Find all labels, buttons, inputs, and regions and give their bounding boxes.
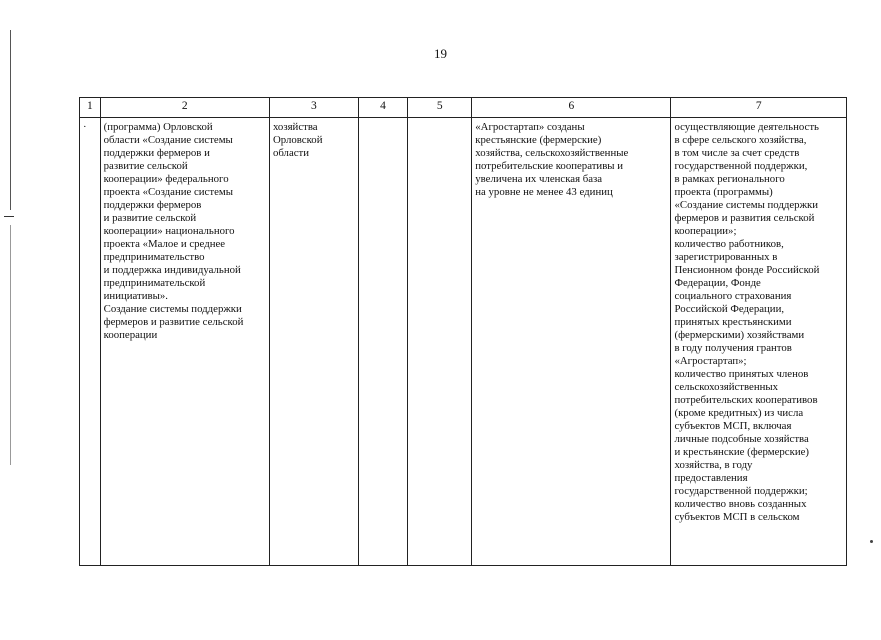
cell-col1-text: ·: [83, 121, 87, 133]
cell-col7: [671, 118, 847, 566]
cell-col1: [80, 118, 101, 566]
cell-col2: [100, 118, 269, 566]
column-header-1: 1: [80, 98, 101, 118]
cell-col3-text: хозяйства Орловской области: [272, 121, 323, 159]
cell-col5: [408, 118, 472, 566]
page-number: 19: [434, 46, 447, 61]
column-header-2: 2: [100, 98, 269, 118]
cell-col3: [269, 118, 358, 566]
column-header-3: 3: [269, 98, 358, 118]
table-header-row: [80, 98, 847, 118]
cell-col2-text: (программа) Орловской области «Создание системы поддержки фермеров и развитие сельской кооперации» федерального проекта «Создание системы поддержки фермеров и развитие сельской кооперации» национального проекта «Малое и среднее предпринимательство и поддержка индивидуальной предпринимательской инициативы». Создание системы поддержки фермеров и развитие сельской кооперации: [103, 121, 244, 341]
column-header-6: 6: [472, 98, 671, 118]
column-header-4: 4: [358, 98, 408, 118]
cell-col4: [358, 118, 408, 566]
cell-col7-text: осуществляющие деятельность в сфере сельского хозяйства, в том числе за счет средств государственной поддержки, в рамках регионального проекта (программы) «Создание системы поддержки фермеров и развития сельской кооперации»; количество работников, зарегистрированных в Пенсионном фонде Российской Федерации, Фонде социального страхования Российской Федерации, принятых крестьянскими (фермерскими) хозяйствами в году получения грантов «Агростартап»; количество принятых членов сельскохозяйственных потребительских кооперативов (кроме кредитных) из числа субъектов МСП, включая личные подсобные хозяйства и крестьянские (фермерские) хозяйства, в году предоставления государственной поддержки; количество вновь созданных субъектов МСП в сельском: [674, 121, 820, 523]
document-table: [79, 97, 847, 566]
table-row: [80, 118, 847, 566]
column-header-7: 7: [671, 98, 847, 118]
column-header-5: 5: [408, 98, 472, 118]
cell-col6-text: «Агростартап» созданы крестьянские (фермерские) хозяйства, сельскохозяйственные потребительские кооперативы и увеличена их членская база на уровне не менее 43 единиц: [475, 121, 629, 198]
cell-col6: [472, 118, 671, 566]
scan-speck: [870, 540, 873, 543]
scan-margin-mark: [4, 216, 14, 217]
scan-margin-line: [10, 225, 11, 465]
